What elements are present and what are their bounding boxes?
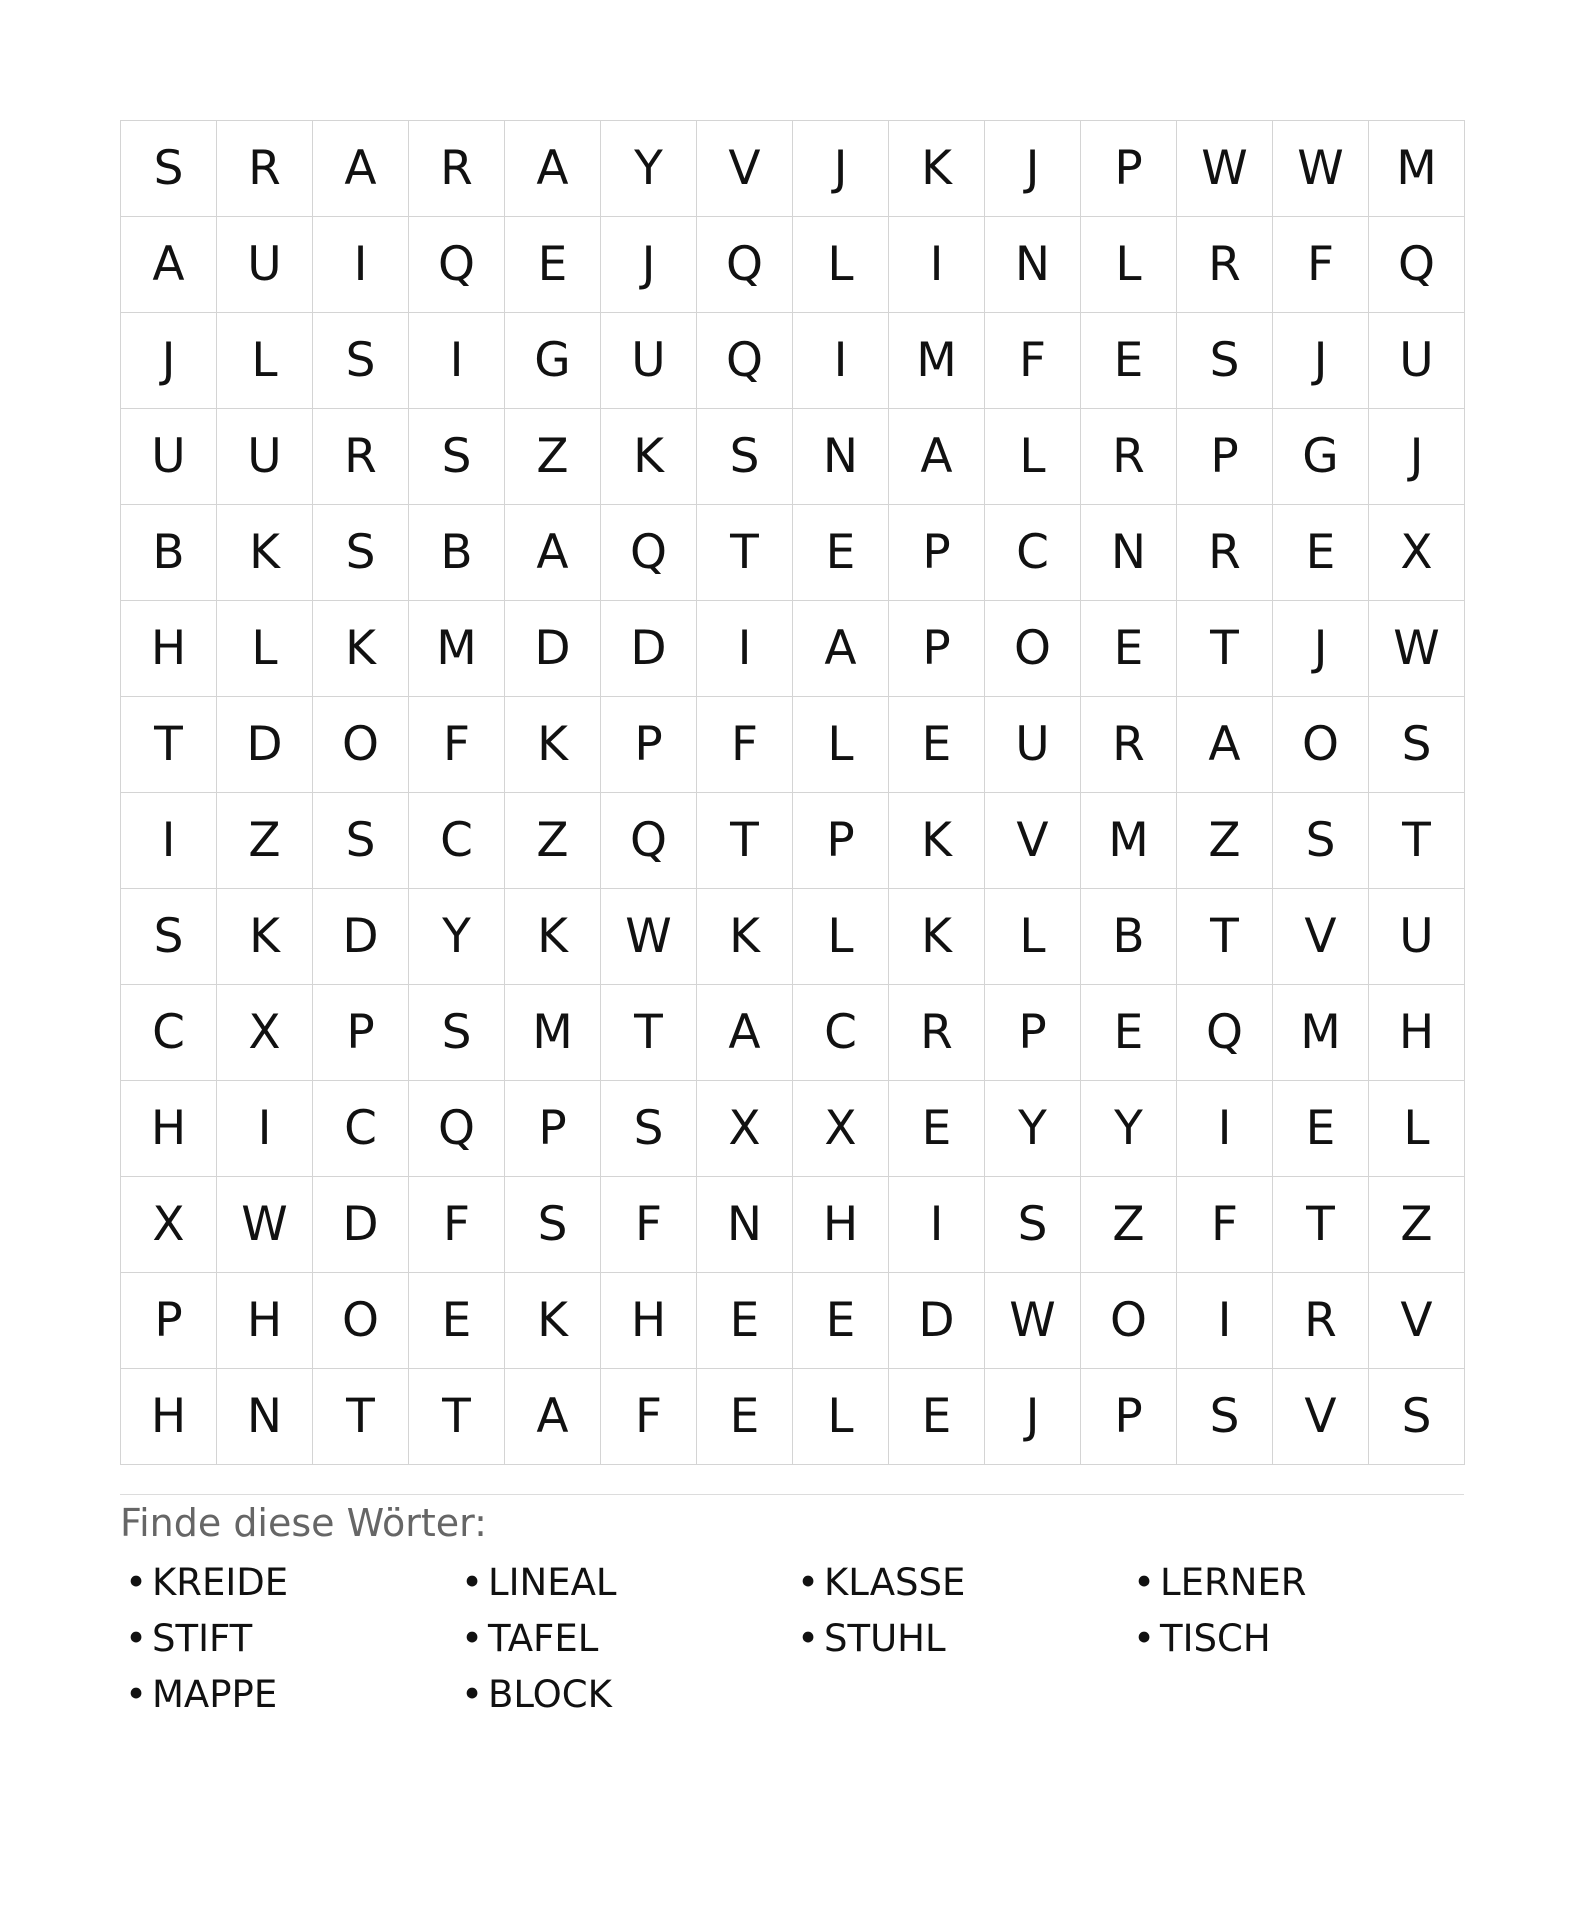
- grid-cell[interactable]: W: [1273, 121, 1369, 217]
- grid-cell[interactable]: E: [1081, 313, 1177, 409]
- grid-cell[interactable]: E: [1273, 505, 1369, 601]
- grid-cell[interactable]: X: [697, 1081, 793, 1177]
- bullet-icon: •: [1133, 1617, 1155, 1660]
- grid-cell[interactable]: X: [217, 985, 313, 1081]
- grid-cell[interactable]: I: [697, 601, 793, 697]
- grid-cell[interactable]: F: [409, 697, 505, 793]
- grid-cell[interactable]: P: [1177, 409, 1273, 505]
- grid-cell[interactable]: I: [217, 1081, 313, 1177]
- word-list-item: [456, 1673, 792, 1717]
- grid-cell[interactable]: J: [985, 1369, 1081, 1465]
- grid-cell[interactable]: Z: [505, 793, 601, 889]
- divider: [120, 1494, 1464, 1495]
- grid-cell[interactable]: Q: [601, 793, 697, 889]
- grid-cell[interactable]: J: [1273, 601, 1369, 697]
- grid-cell[interactable]: N: [985, 217, 1081, 313]
- grid-cell[interactable]: B: [409, 505, 505, 601]
- bullet-icon: •: [461, 1617, 483, 1660]
- grid-cell[interactable]: F: [1177, 1177, 1273, 1273]
- grid-cell[interactable]: B: [121, 505, 217, 601]
- grid-cell[interactable]: E: [1273, 1081, 1369, 1177]
- word-list-item: [456, 1561, 792, 1605]
- grid-cell[interactable]: V: [697, 121, 793, 217]
- bullet-icon: •: [797, 1561, 819, 1604]
- word-list-item: [120, 1673, 456, 1717]
- grid-cell[interactable]: J: [985, 121, 1081, 217]
- word-label: LINEAL: [488, 1561, 617, 1604]
- grid-cell[interactable]: I: [1177, 1081, 1273, 1177]
- grid-cell[interactable]: U: [601, 313, 697, 409]
- grid-cell[interactable]: P: [985, 985, 1081, 1081]
- grid-cell[interactable]: L: [793, 1369, 889, 1465]
- grid-cell[interactable]: R: [409, 121, 505, 217]
- grid-cell[interactable]: F: [697, 697, 793, 793]
- grid-cell[interactable]: I: [889, 217, 985, 313]
- grid-cell[interactable]: K: [697, 889, 793, 985]
- grid-cell[interactable]: U: [217, 217, 313, 313]
- grid-cell[interactable]: Q: [1369, 217, 1465, 313]
- grid-cell[interactable]: P: [1081, 121, 1177, 217]
- grid-cell[interactable]: P: [121, 1273, 217, 1369]
- word-label: TISCH: [1160, 1617, 1271, 1660]
- word-label: LERNER: [1160, 1561, 1307, 1604]
- grid-cell[interactable]: Z: [1081, 1177, 1177, 1273]
- grid-cell[interactable]: W: [1369, 601, 1465, 697]
- grid-cell[interactable]: P: [601, 697, 697, 793]
- grid-cell[interactable]: E: [697, 1273, 793, 1369]
- grid-cell[interactable]: T: [313, 1369, 409, 1465]
- word-label: BLOCK: [488, 1673, 612, 1716]
- grid-cell[interactable]: R: [1081, 697, 1177, 793]
- word-label: STUHL: [824, 1617, 946, 1660]
- word-list-item: [792, 1617, 1128, 1661]
- grid-cell[interactable]: S: [313, 793, 409, 889]
- grid-cell[interactable]: A: [505, 505, 601, 601]
- grid-cell[interactable]: S: [313, 505, 409, 601]
- grid-cell[interactable]: N: [793, 409, 889, 505]
- grid-cell[interactable]: J: [601, 217, 697, 313]
- grid-cell[interactable]: Y: [409, 889, 505, 985]
- grid-cell[interactable]: A: [697, 985, 793, 1081]
- grid-cell[interactable]: B: [1081, 889, 1177, 985]
- grid-cell[interactable]: K: [217, 505, 313, 601]
- grid-cell[interactable]: S: [505, 1177, 601, 1273]
- grid-cell[interactable]: K: [505, 697, 601, 793]
- grid-cell[interactable]: J: [1369, 409, 1465, 505]
- grid-cell[interactable]: R: [1177, 217, 1273, 313]
- grid-cell[interactable]: L: [985, 889, 1081, 985]
- grid-cell[interactable]: K: [889, 793, 985, 889]
- grid-cell[interactable]: M: [505, 985, 601, 1081]
- grid-cell[interactable]: A: [313, 121, 409, 217]
- grid-cell[interactable]: S: [697, 409, 793, 505]
- grid-cell[interactable]: A: [889, 409, 985, 505]
- grid-cell[interactable]: L: [217, 313, 313, 409]
- grid-cell[interactable]: K: [889, 121, 985, 217]
- grid-cell[interactable]: O: [1273, 697, 1369, 793]
- word-label: STIFT: [152, 1617, 253, 1660]
- grid-cell[interactable]: V: [1273, 1369, 1369, 1465]
- grid-cell[interactable]: Z: [1177, 793, 1273, 889]
- grid-cell[interactable]: U: [1369, 313, 1465, 409]
- grid-cell[interactable]: Y: [985, 1081, 1081, 1177]
- grid-cell[interactable]: T: [1273, 1177, 1369, 1273]
- grid-cell[interactable]: W: [985, 1273, 1081, 1369]
- grid-cell[interactable]: Q: [697, 217, 793, 313]
- grid-cell[interactable]: S: [985, 1177, 1081, 1273]
- grid-cell[interactable]: U: [217, 409, 313, 505]
- grid-cell[interactable]: E: [1081, 601, 1177, 697]
- grid-cell[interactable]: E: [793, 505, 889, 601]
- grid-cell[interactable]: L: [1369, 1081, 1465, 1177]
- grid-cell[interactable]: R: [217, 121, 313, 217]
- bullet-icon: •: [1133, 1561, 1155, 1604]
- grid-cell[interactable]: G: [1273, 409, 1369, 505]
- grid-cell[interactable]: H: [121, 1081, 217, 1177]
- grid-cell[interactable]: N: [1081, 505, 1177, 601]
- word-list-title: Finde diese Wörter:: [120, 1501, 487, 1545]
- grid-cell[interactable]: H: [1369, 985, 1465, 1081]
- grid-cell[interactable]: L: [793, 217, 889, 313]
- grid-cell[interactable]: L: [793, 889, 889, 985]
- grid-cell[interactable]: D: [313, 889, 409, 985]
- grid-cell[interactable]: E: [889, 1369, 985, 1465]
- grid-cell[interactable]: H: [121, 1369, 217, 1465]
- grid-cell[interactable]: N: [697, 1177, 793, 1273]
- grid-cell[interactable]: E: [793, 1273, 889, 1369]
- grid-cell[interactable]: R: [1273, 1273, 1369, 1369]
- grid-cell[interactable]: R: [1177, 505, 1273, 601]
- grid-cell[interactable]: E: [697, 1369, 793, 1465]
- word-list-item: [120, 1561, 456, 1605]
- grid-cell[interactable]: P: [889, 505, 985, 601]
- grid-cell[interactable]: F: [1273, 217, 1369, 313]
- grid-cell[interactable]: P: [889, 601, 985, 697]
- grid-cell[interactable]: S: [1177, 313, 1273, 409]
- grid-cell[interactable]: I: [1177, 1273, 1273, 1369]
- grid-cell[interactable]: O: [313, 1273, 409, 1369]
- grid-cell[interactable]: S: [313, 313, 409, 409]
- grid-cell[interactable]: E: [505, 217, 601, 313]
- grid-cell[interactable]: E: [409, 1273, 505, 1369]
- grid-cell[interactable]: F: [409, 1177, 505, 1273]
- grid-cell[interactable]: K: [601, 409, 697, 505]
- grid-cell[interactable]: C: [985, 505, 1081, 601]
- grid-cell[interactable]: S: [1369, 697, 1465, 793]
- grid-cell[interactable]: H: [793, 1177, 889, 1273]
- grid-cell[interactable]: F: [985, 313, 1081, 409]
- grid-cell[interactable]: T: [697, 505, 793, 601]
- grid-cell[interactable]: Z: [505, 409, 601, 505]
- grid-cell[interactable]: A: [793, 601, 889, 697]
- grid-cell[interactable]: Q: [1177, 985, 1273, 1081]
- grid-cell[interactable]: Q: [697, 313, 793, 409]
- grid-cell[interactable]: U: [985, 697, 1081, 793]
- grid-cell[interactable]: T: [409, 1369, 505, 1465]
- grid-cell[interactable]: F: [601, 1369, 697, 1465]
- grid-cell[interactable]: H: [217, 1273, 313, 1369]
- grid-cell[interactable]: S: [409, 409, 505, 505]
- grid-cell[interactable]: J: [121, 313, 217, 409]
- grid-cell[interactable]: E: [1081, 985, 1177, 1081]
- letter-grid: [120, 120, 1465, 1465]
- word-label: TAFEL: [488, 1617, 599, 1660]
- grid-cell[interactable]: X: [793, 1081, 889, 1177]
- grid-cell[interactable]: P: [313, 985, 409, 1081]
- word-list-item: [1128, 1617, 1464, 1661]
- word-list-item: [120, 1617, 456, 1661]
- grid-cell[interactable]: S: [1369, 1369, 1465, 1465]
- grid-cell[interactable]: D: [217, 697, 313, 793]
- grid-cell[interactable]: K: [889, 889, 985, 985]
- grid-cell[interactable]: U: [1369, 889, 1465, 985]
- grid-cell[interactable]: T: [601, 985, 697, 1081]
- grid-cell[interactable]: X: [121, 1177, 217, 1273]
- grid-cell[interactable]: Q: [409, 217, 505, 313]
- grid-cell[interactable]: S: [601, 1081, 697, 1177]
- grid-cell[interactable]: P: [793, 793, 889, 889]
- grid-cell[interactable]: L: [793, 697, 889, 793]
- grid-cell[interactable]: A: [1177, 697, 1273, 793]
- grid-cell[interactable]: C: [121, 985, 217, 1081]
- grid-cell[interactable]: O: [1081, 1273, 1177, 1369]
- grid-cell[interactable]: L: [1081, 217, 1177, 313]
- grid-cell[interactable]: K: [505, 889, 601, 985]
- grid-cell[interactable]: T: [1369, 793, 1465, 889]
- grid-cell[interactable]: E: [889, 1081, 985, 1177]
- grid-cell[interactable]: T: [1177, 601, 1273, 697]
- grid-cell[interactable]: L: [217, 601, 313, 697]
- grid-cell[interactable]: K: [505, 1273, 601, 1369]
- grid-cell[interactable]: R: [1081, 409, 1177, 505]
- grid-cell[interactable]: M: [889, 313, 985, 409]
- grid-cell[interactable]: D: [313, 1177, 409, 1273]
- grid-cell[interactable]: M: [1081, 793, 1177, 889]
- grid-cell[interactable]: H: [121, 601, 217, 697]
- grid-cell[interactable]: D: [505, 601, 601, 697]
- grid-cell[interactable]: T: [121, 697, 217, 793]
- grid-cell[interactable]: Z: [217, 793, 313, 889]
- grid-cell[interactable]: V: [1369, 1273, 1465, 1369]
- grid-cell[interactable]: Z: [1369, 1177, 1465, 1273]
- grid-cell[interactable]: A: [505, 1369, 601, 1465]
- grid-cell[interactable]: X: [1369, 505, 1465, 601]
- grid-cell[interactable]: E: [889, 697, 985, 793]
- grid-cell[interactable]: I: [793, 313, 889, 409]
- grid-cell[interactable]: P: [505, 1081, 601, 1177]
- grid-cell[interactable]: T: [697, 793, 793, 889]
- grid-cell[interactable]: W: [1177, 121, 1273, 217]
- bullet-icon: •: [125, 1561, 147, 1604]
- grid-cell[interactable]: H: [601, 1273, 697, 1369]
- grid-cell[interactable]: M: [1273, 985, 1369, 1081]
- grid-cell[interactable]: S: [1177, 1369, 1273, 1465]
- grid-cell[interactable]: D: [601, 601, 697, 697]
- word-search-puzzle: [120, 120, 1464, 1717]
- bullet-icon: •: [461, 1673, 483, 1716]
- grid-cell[interactable]: Q: [409, 1081, 505, 1177]
- grid-cell[interactable]: S: [121, 121, 217, 217]
- grid-cell[interactable]: K: [313, 601, 409, 697]
- grid-cell[interactable]: S: [1273, 793, 1369, 889]
- grid-cell[interactable]: I: [889, 1177, 985, 1273]
- grid-cell[interactable]: N: [217, 1369, 313, 1465]
- grid-cell[interactable]: P: [1081, 1369, 1177, 1465]
- grid-cell[interactable]: A: [505, 121, 601, 217]
- bullet-icon: •: [125, 1673, 147, 1716]
- grid-cell[interactable]: G: [505, 313, 601, 409]
- grid-cell[interactable]: O: [985, 601, 1081, 697]
- grid-cell[interactable]: O: [313, 697, 409, 793]
- word-label: MAPPE: [152, 1673, 278, 1716]
- grid-cell[interactable]: W: [601, 889, 697, 985]
- grid-cell[interactable]: Y: [1081, 1081, 1177, 1177]
- grid-cell[interactable]: Y: [601, 121, 697, 217]
- word-label: KLASSE: [824, 1561, 966, 1604]
- grid-cell[interactable]: R: [889, 985, 985, 1081]
- word-list: [120, 1561, 1464, 1717]
- grid-cell[interactable]: S: [121, 889, 217, 985]
- word-list-item: [456, 1617, 792, 1661]
- bullet-icon: •: [125, 1617, 147, 1660]
- bullet-icon: •: [461, 1561, 483, 1604]
- word-label: KREIDE: [152, 1561, 289, 1604]
- grid-cell[interactable]: L: [985, 409, 1081, 505]
- grid-cell[interactable]: R: [313, 409, 409, 505]
- word-list-item: [1128, 1561, 1464, 1605]
- grid-cell[interactable]: U: [121, 409, 217, 505]
- grid-cell[interactable]: J: [1273, 313, 1369, 409]
- grid-cell[interactable]: I: [121, 793, 217, 889]
- grid-cell[interactable]: M: [409, 601, 505, 697]
- grid-cell[interactable]: I: [313, 217, 409, 313]
- grid-cell[interactable]: F: [601, 1177, 697, 1273]
- grid-cell[interactable]: W: [217, 1177, 313, 1273]
- grid-cell[interactable]: Q: [601, 505, 697, 601]
- grid-cell[interactable]: M: [1369, 121, 1465, 217]
- grid-cell[interactable]: C: [793, 985, 889, 1081]
- grid-cell[interactable]: S: [409, 985, 505, 1081]
- grid-cell[interactable]: I: [409, 313, 505, 409]
- bullet-icon: •: [797, 1617, 819, 1660]
- grid-cell[interactable]: V: [985, 793, 1081, 889]
- word-list-item: [792, 1561, 1128, 1605]
- grid-cell[interactable]: C: [409, 793, 505, 889]
- grid-cell[interactable]: V: [1273, 889, 1369, 985]
- grid-cell[interactable]: D: [889, 1273, 985, 1369]
- grid-cell[interactable]: J: [793, 121, 889, 217]
- grid-cell[interactable]: C: [313, 1081, 409, 1177]
- grid-cell[interactable]: A: [121, 217, 217, 313]
- grid-cell[interactable]: K: [217, 889, 313, 985]
- grid-cell[interactable]: T: [1177, 889, 1273, 985]
